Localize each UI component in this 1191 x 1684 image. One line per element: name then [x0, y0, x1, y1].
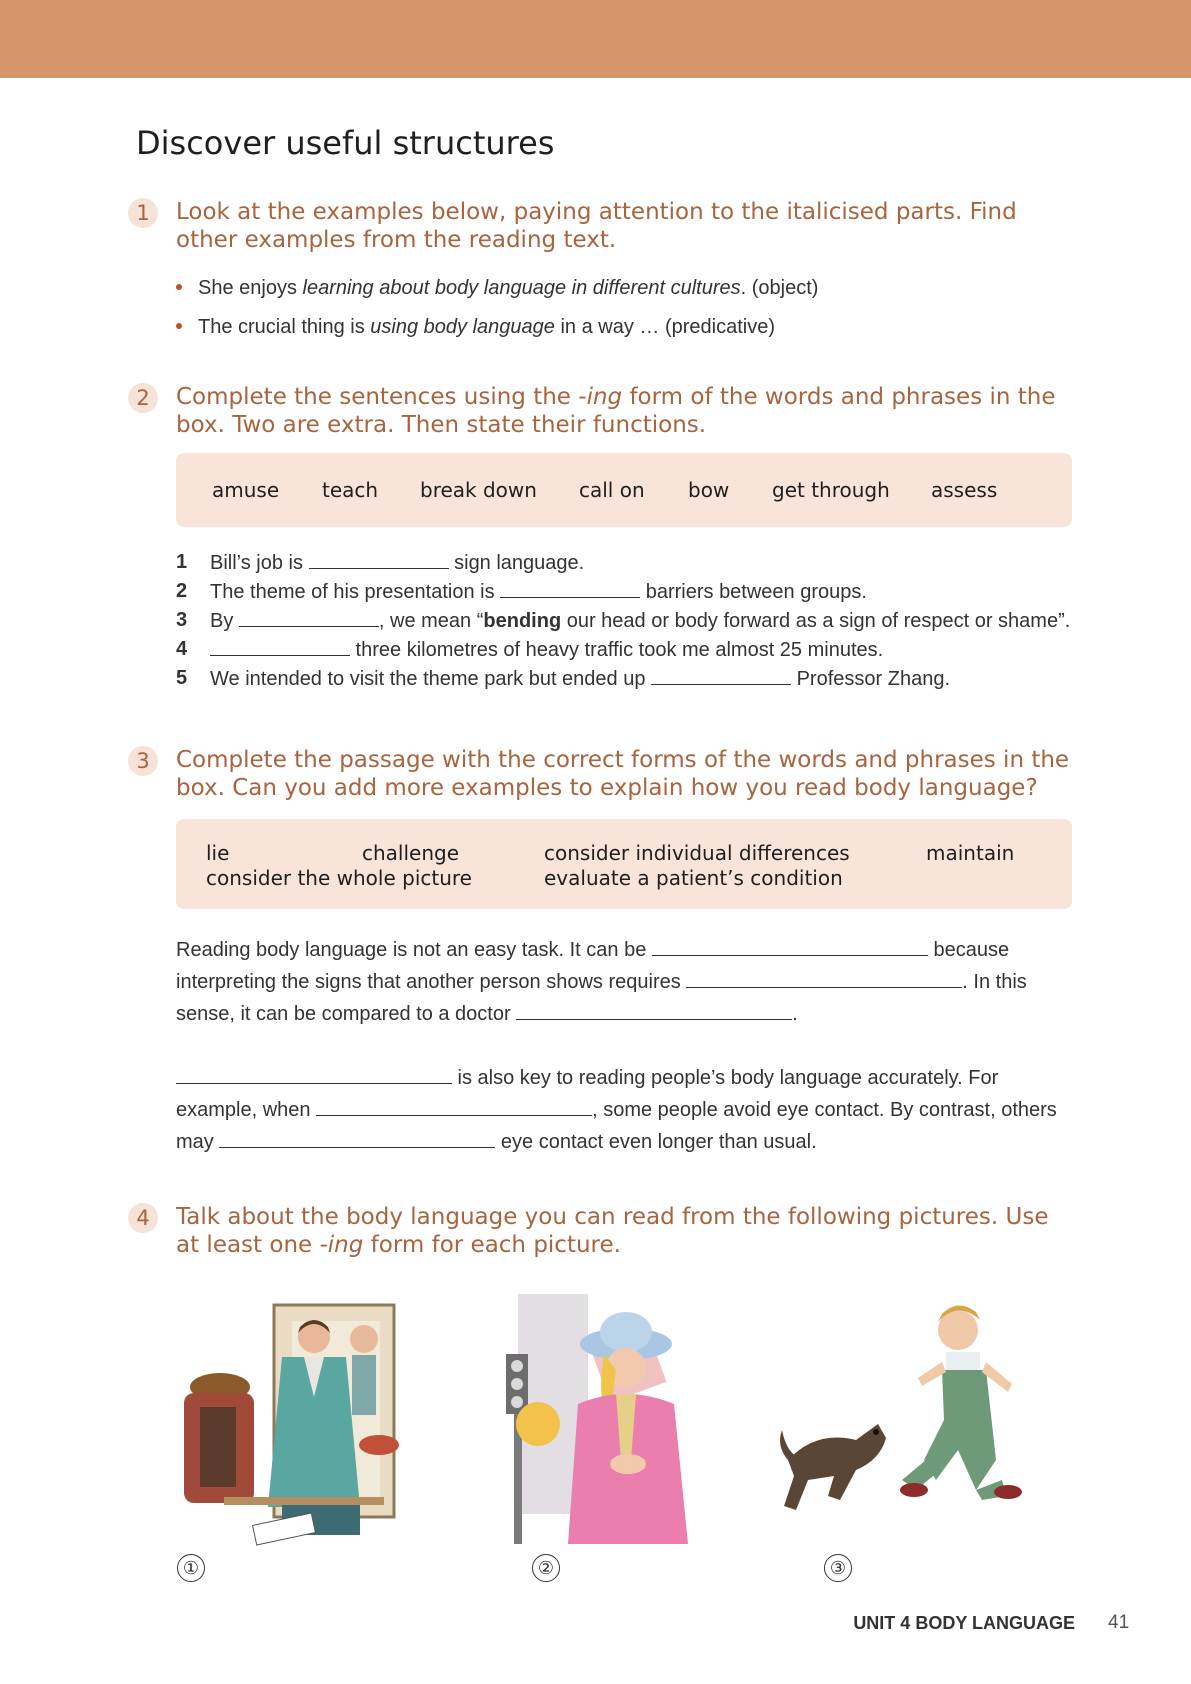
passage-blank[interactable] [176, 1063, 452, 1084]
exercise-2-instructions: Complete the sentences using the -ing form of the words and phrases in the box. Two are extra. Then state their functions. [176, 384, 1056, 438]
exercise-1-instructions: Look at the examples below, paying attention to the italicised parts. Find other examples from the reading text. [176, 199, 1017, 253]
exercise-3-number: 3 [128, 746, 158, 776]
page-number: 41 [1108, 1612, 1130, 1633]
word-get-through: get through [772, 478, 890, 502]
answer-blank[interactable] [651, 664, 791, 685]
word-call-on: call on [579, 478, 645, 502]
word-maintain: maintain [926, 841, 1015, 865]
word-box-2 [176, 453, 1072, 527]
word-teach: teach [322, 478, 379, 502]
bullet-dot [176, 284, 182, 290]
passage-blank[interactable] [652, 935, 928, 956]
sentence-5: 5 We intended to visit the theme park but ended up Professor Zhang. [176, 664, 1072, 693]
exercise-1-number: 1 [128, 198, 158, 228]
answer-blank[interactable] [500, 577, 640, 598]
picture-label-1: ① [177, 1554, 205, 1582]
passage-blank[interactable] [686, 967, 962, 988]
exercise-2-number: 2 [128, 383, 158, 413]
passage-blank[interactable] [516, 999, 792, 1020]
page-title: Discover useful structures [136, 124, 555, 162]
sentence-1: 1 Bill’s job is sign language. [176, 548, 1072, 577]
word-box-3 [176, 819, 1072, 909]
exercise-4-number: 4 [128, 1203, 158, 1233]
example-bullet-1: She enjoys learning about body language in different cultures. (object) [176, 277, 818, 300]
sentence-2: 2 The theme of his presentation is barriers between groups. [176, 577, 1072, 606]
unit-label: UNIT 4 BODY LANGUAGE [853, 1613, 1075, 1633]
illustration-man-at-door [164, 1297, 404, 1547]
word-assess: assess [931, 478, 998, 502]
word-consider-the-whole-picture: consider the whole picture [206, 866, 472, 890]
passage-blank[interactable] [219, 1127, 495, 1148]
passage-blank[interactable] [316, 1095, 592, 1116]
example-bullet-2: The crucial thing is using body language in a way … (predicative) [176, 316, 775, 339]
exercise-3-instructions: Complete the passage with the correct forms of the words and phrases in the box. Can you add more examples to explain how you read body language? [176, 747, 1070, 801]
sentence-list [176, 548, 1072, 693]
illustration-woman-waiting [498, 1294, 738, 1550]
passage-paragraph-1: Reading body language is not an easy task. It can be because interpreting the signs that another person shows requires . In this sense, it can be compared to a doctor . [176, 934, 1072, 1030]
word-lie: lie [206, 841, 230, 865]
exercise-4-instructions: Talk about the body language you can read from the following pictures. Use at least one -ing form for each picture. [176, 1204, 1049, 1258]
sentence-4: 4 three kilometres of heavy traffic took me almost 25 minutes. [176, 635, 1072, 664]
bullet-dot [176, 323, 182, 329]
word-consider-individual-differences: consider individual differences [544, 841, 850, 865]
picture-label-2: ② [532, 1554, 560, 1582]
passage-paragraph-2: is also key to reading people’s body language accurately. For example, when , some people avoid eye contact. By contrast, others may eye contact even longer than usual. [176, 1062, 1072, 1158]
word-evaluate-patient-condition: evaluate a patient’s condition [544, 866, 843, 890]
header-band [0, 0, 1191, 78]
answer-blank[interactable] [239, 606, 379, 627]
answer-blank[interactable] [210, 635, 350, 656]
word-amuse: amuse [212, 478, 280, 502]
word-bow: bow [688, 478, 730, 502]
answer-blank[interactable] [309, 548, 449, 569]
word-break-down: break down [420, 478, 537, 502]
picture-label-3: ③ [824, 1554, 852, 1582]
sentence-3: 3 By , we mean “bending our head or body forward as a sign of respect or shame”. [176, 606, 1072, 635]
word-challenge: challenge [362, 841, 460, 865]
illustration-dog-and-boy [776, 1300, 1056, 1536]
